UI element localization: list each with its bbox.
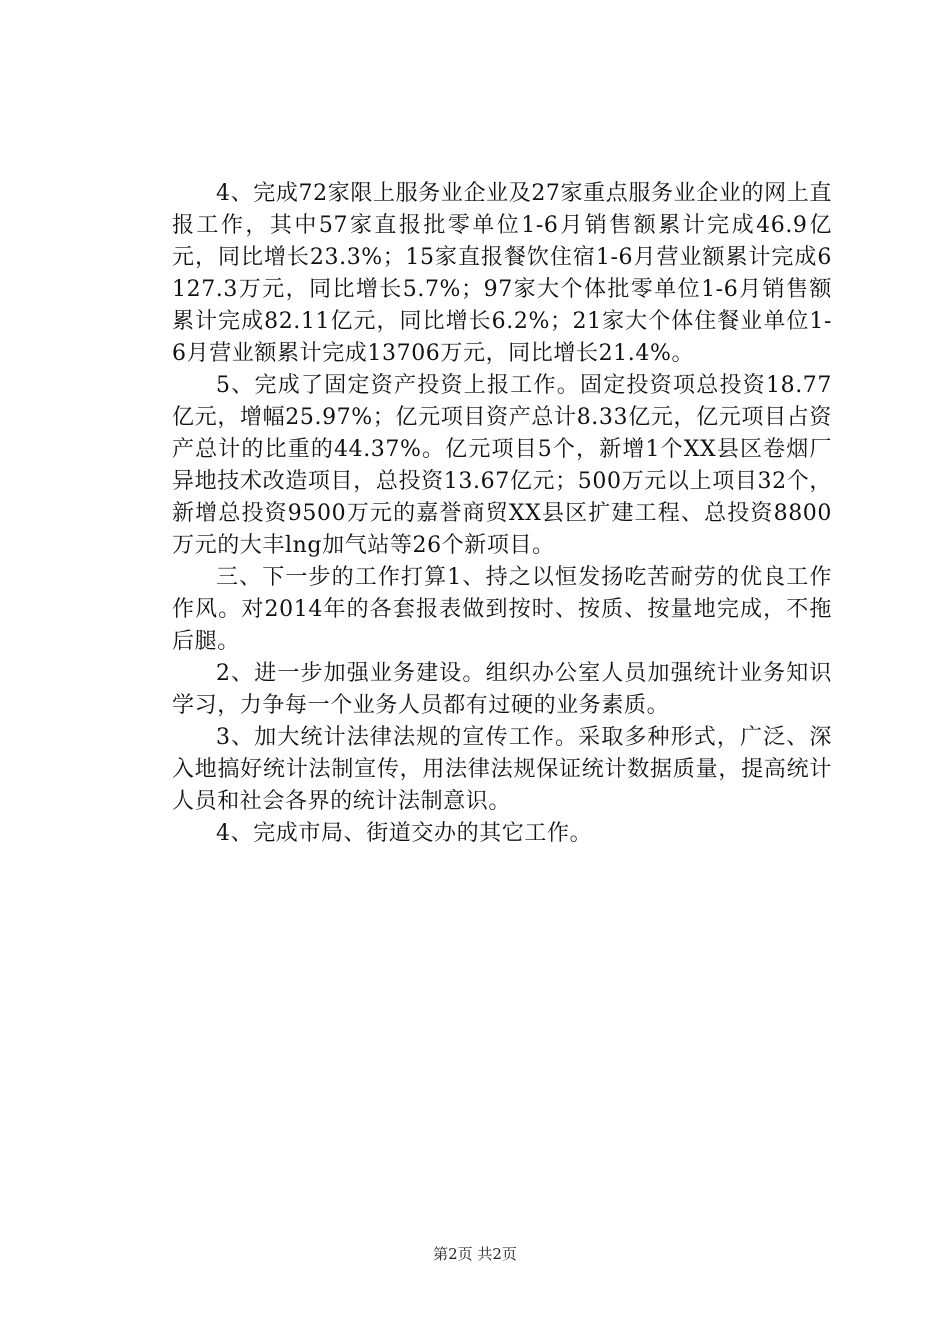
document-body	[172, 178, 832, 850]
paragraph-fixed-asset-investment: 5、完成了固定资产投资上报工作。固定投资项总投资18.77亿元，增幅25.97%；亿元项目资产总计8.33亿元，亿元项目占资产总计的比重的44.37%。亿元项目5个，新增1个XX县区卷烟厂异地技术改造项目，总投资13.67亿元；500万元以上项目32个，新增总投资9500万元的嘉誉商贸XX县区扩建工程、总投资8800万元的大丰lng加气站等26个新项目。	[172, 373, 832, 558]
paragraph-law-publicity: 3、加大统计法律法规的宣传工作。采取多种形式，广泛、深入地搞好统计法制宣传，用法律法规保证统计数据质量，提高统计人员和社会各界的统计法制意识。	[172, 725, 832, 814]
paragraph-business-building: 2、进一步加强业务建设。组织办公室人员加强统计业务知识学习，力争每一个业务人员都有过硬的业务素质。	[172, 661, 832, 718]
paragraph-service-industry-report: 4、完成72家限上服务业企业及27家重点服务业企业的网上直报工作，其中57家直报批零单位1-6月销售额累计完成46.9亿元，同比增长23.3%；15家直报餐饮住宿1-6月营业额累计完成6127.3万元，同比增长5.7%；97家大个体批零单位1-6月销售额累计完成82.11亿元，同比增长6.2%；21家大个体住餐业单位1-6月营业额累计完成13706万元，同比增长21.4%。	[172, 181, 832, 366]
paragraph-other-work: 4、完成市局、街道交办的其它工作。	[216, 821, 593, 846]
page-footer: 第2页 共2页	[433, 1245, 517, 1263]
paragraph-next-step-plan: 三、下一步的工作打算1、持之以恒发扬吃苦耐劳的优良工作作风。对2014年的各套报表做到按时、按质、按量地完成，不拖后腿。	[172, 565, 832, 654]
